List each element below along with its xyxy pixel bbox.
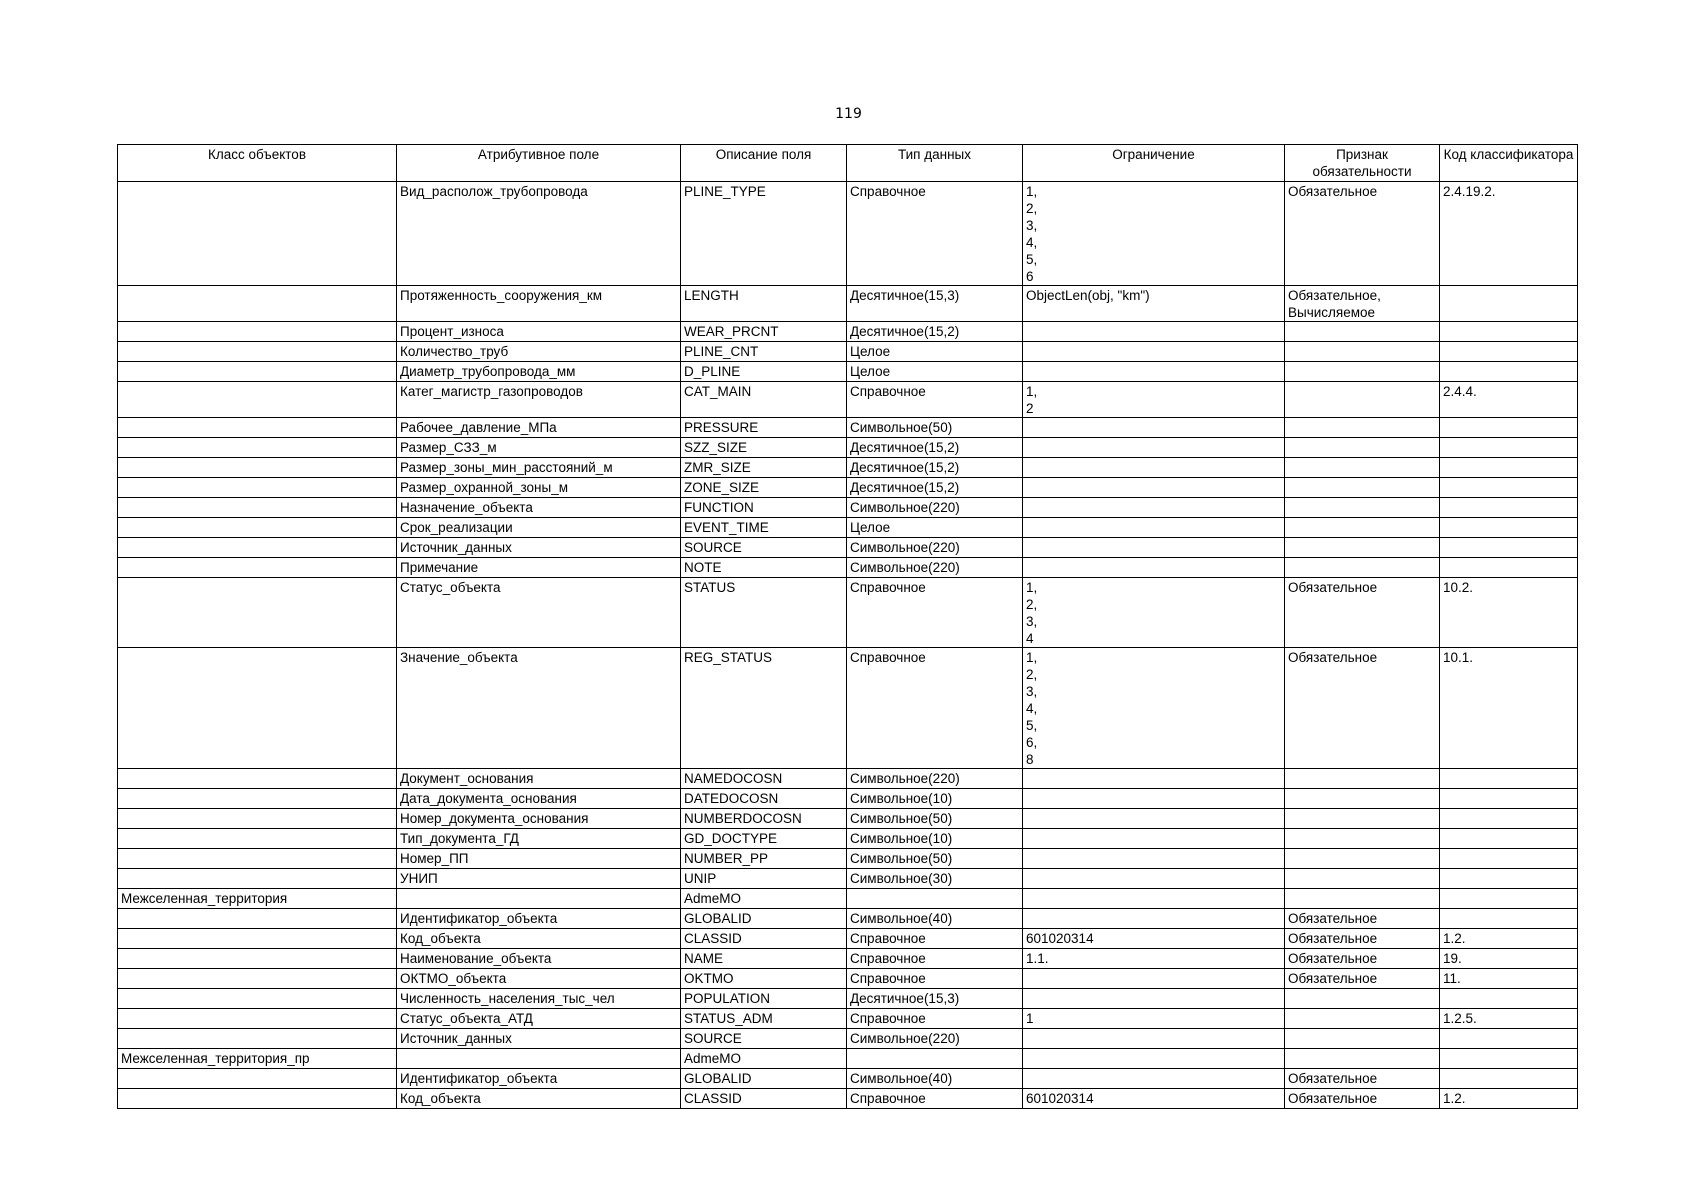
field-description-cell: DATEDOCOSN (681, 789, 847, 809)
attribute-field-cell: Наименование_объекта (397, 949, 681, 969)
attribute-field-cell (397, 1049, 681, 1069)
constraint-cell (1023, 1069, 1285, 1089)
field-description-cell: NAME (681, 949, 847, 969)
attribute-field-cell: Номер_ПП (397, 849, 681, 869)
constraint-cell (1023, 538, 1285, 558)
data-type-cell: Справочное (847, 182, 1023, 286)
data-type-cell: Символьное(50) (847, 849, 1023, 869)
data-type-cell: Целое (847, 518, 1023, 538)
constraint-cell: 1, 2, 3, 4, 5, 6, 8 (1023, 648, 1285, 769)
data-type-cell: Символьное(10) (847, 829, 1023, 849)
table-row (118, 362, 1578, 382)
data-type-cell: Символьное(220) (847, 769, 1023, 789)
attribute-field-cell: Документ_основания (397, 769, 681, 789)
constraint-cell: 601020314 (1023, 1089, 1285, 1109)
data-type-cell: Символьное(220) (847, 1029, 1023, 1049)
field-description-cell: NUMBERDOCOSN (681, 809, 847, 829)
classifier-code-cell (1440, 989, 1578, 1009)
data-type-cell (847, 1049, 1023, 1069)
constraint-cell (1023, 789, 1285, 809)
attribute-field-cell: Идентификатор_объекта (397, 909, 681, 929)
attribute-field-cell: Дата_документа_основания (397, 789, 681, 809)
classifier-code-cell (1440, 889, 1578, 909)
data-type-cell: Десятичное(15,3) (847, 286, 1023, 322)
mandatory-cell (1285, 1009, 1440, 1029)
classifier-code-cell (1440, 438, 1578, 458)
object-class-cell (118, 518, 397, 538)
classifier-code-cell (1440, 322, 1578, 342)
mandatory-cell (1285, 362, 1440, 382)
header-field-description: Описание поля (681, 145, 847, 182)
constraint-cell (1023, 809, 1285, 829)
field-description-cell: ZMR_SIZE (681, 458, 847, 478)
attribute-field-cell: Статус_объекта_АТД (397, 1009, 681, 1029)
data-type-cell: Символьное(40) (847, 1069, 1023, 1089)
field-description-cell: SOURCE (681, 538, 847, 558)
attribute-field-cell: Процент_износа (397, 322, 681, 342)
object-class-cell (118, 342, 397, 362)
classifier-code-cell (1440, 458, 1578, 478)
table-row (118, 478, 1578, 498)
data-type-cell: Символьное(50) (847, 418, 1023, 438)
object-class-cell (118, 382, 397, 418)
field-description-cell: SZZ_SIZE (681, 438, 847, 458)
mandatory-cell (1285, 518, 1440, 538)
mandatory-cell (1285, 829, 1440, 849)
field-description-cell: D_PLINE (681, 362, 847, 382)
header-attribute-field: Атрибутивное поле (397, 145, 681, 182)
table-row (118, 458, 1578, 478)
field-description-cell: PLINE_TYPE (681, 182, 847, 286)
mandatory-cell (1285, 558, 1440, 578)
table-row (118, 182, 1578, 286)
classifier-code-cell (1440, 342, 1578, 362)
data-type-cell: Символьное(220) (847, 498, 1023, 518)
classifier-code-cell: 19. (1440, 949, 1578, 969)
classifier-code-cell: 1.2.5. (1440, 1009, 1578, 1029)
object-class-cell (118, 989, 397, 1009)
classifier-code-cell (1440, 849, 1578, 869)
table-row (118, 1009, 1578, 1029)
attribute-field-cell: Численность_населения_тыс_чел (397, 989, 681, 1009)
table-row (118, 769, 1578, 789)
constraint-cell: 1, 2, 3, 4, 5, 6 (1023, 182, 1285, 286)
data-type-cell: Справочное (847, 969, 1023, 989)
object-class-cell (118, 909, 397, 929)
classifier-code-cell (1440, 518, 1578, 538)
data-type-cell: Символьное(30) (847, 869, 1023, 889)
constraint-cell (1023, 558, 1285, 578)
object-class-cell (118, 438, 397, 458)
mandatory-cell: Обязательное (1285, 182, 1440, 286)
field-description-cell: AdmeMO (681, 889, 847, 909)
table-row (118, 286, 1578, 322)
classifier-code-cell (1440, 909, 1578, 929)
table-row (118, 418, 1578, 438)
object-class-cell (118, 769, 397, 789)
constraint-cell (1023, 849, 1285, 869)
constraint-cell (1023, 322, 1285, 342)
attribute-field-cell (397, 889, 681, 909)
object-class-cell (118, 929, 397, 949)
table-row (118, 949, 1578, 969)
table-row (118, 382, 1578, 418)
mandatory-cell (1285, 989, 1440, 1009)
classifier-code-cell (1440, 769, 1578, 789)
data-type-cell: Справочное (847, 578, 1023, 648)
mandatory-cell (1285, 769, 1440, 789)
classifier-code-cell (1440, 478, 1578, 498)
field-description-cell: CLASSID (681, 1089, 847, 1109)
classifier-code-cell: 10.2. (1440, 578, 1578, 648)
mandatory-cell (1285, 498, 1440, 518)
constraint-cell (1023, 1049, 1285, 1069)
field-description-cell: OKTMO (681, 969, 847, 989)
classifier-code-cell (1440, 498, 1578, 518)
mandatory-cell (1285, 478, 1440, 498)
object-class-cell (118, 809, 397, 829)
classifier-code-cell (1440, 1069, 1578, 1089)
mandatory-cell (1285, 789, 1440, 809)
header-classifier-code: Код классификатора (1440, 145, 1578, 182)
table-row (118, 1069, 1578, 1089)
table-row (118, 648, 1578, 769)
field-description-cell: PRESSURE (681, 418, 847, 438)
attribute-field-cell: Источник_данных (397, 538, 681, 558)
constraint-cell (1023, 498, 1285, 518)
field-description-cell: NUMBER_PP (681, 849, 847, 869)
field-description-cell: GLOBALID (681, 909, 847, 929)
attribute-field-cell: Тип_документа_ГД (397, 829, 681, 849)
mandatory-cell: Обязательное (1285, 929, 1440, 949)
mandatory-cell (1285, 538, 1440, 558)
table-row (118, 869, 1578, 889)
constraint-cell (1023, 909, 1285, 929)
table-row (118, 518, 1578, 538)
attribute-field-cell: Размер_охранной_зоны_м (397, 478, 681, 498)
field-description-cell: PLINE_CNT (681, 342, 847, 362)
data-type-cell: Справочное (847, 929, 1023, 949)
object-class-cell (118, 789, 397, 809)
mandatory-cell (1285, 1049, 1440, 1069)
object-class-cell (118, 849, 397, 869)
table-row (118, 789, 1578, 809)
table-row (118, 322, 1578, 342)
mandatory-cell (1285, 889, 1440, 909)
mandatory-cell: Обязательное (1285, 648, 1440, 769)
data-type-cell: Десятичное(15,2) (847, 322, 1023, 342)
classifier-code-cell (1440, 789, 1578, 809)
object-class-cell (118, 869, 397, 889)
classifier-code-cell (1440, 286, 1578, 322)
constraint-cell (1023, 829, 1285, 849)
constraint-cell: 601020314 (1023, 929, 1285, 949)
mandatory-cell: Обязательное (1285, 1069, 1440, 1089)
mandatory-cell (1285, 869, 1440, 889)
table-row (118, 909, 1578, 929)
field-description-cell: SOURCE (681, 1029, 847, 1049)
attribute-field-cell: ОКТМО_объекта (397, 969, 681, 989)
data-type-cell: Десятичное(15,2) (847, 478, 1023, 498)
attribute-field-cell: Источник_данных (397, 1029, 681, 1049)
data-type-cell: Справочное (847, 648, 1023, 769)
object-class-cell (118, 286, 397, 322)
object-class-cell (118, 478, 397, 498)
field-description-cell: NAMEDOCOSN (681, 769, 847, 789)
classifier-code-cell (1440, 418, 1578, 438)
constraint-cell (1023, 989, 1285, 1009)
object-class-cell (118, 949, 397, 969)
attribute-field-cell: Вид_располож_трубопровода (397, 182, 681, 286)
object-class-cell (118, 538, 397, 558)
constraint-cell (1023, 418, 1285, 438)
constraint-cell (1023, 969, 1285, 989)
table-row (118, 1029, 1578, 1049)
object-class-cell (118, 969, 397, 989)
mandatory-cell (1285, 342, 1440, 362)
classifier-code-cell: 1.2. (1440, 1089, 1578, 1109)
attribute-field-cell: Рабочее_давление_МПа (397, 418, 681, 438)
object-class-cell (118, 558, 397, 578)
header-data-type: Тип данных (847, 145, 1023, 182)
object-class-cell (118, 1009, 397, 1029)
constraint-cell: 1, 2, 3, 4 (1023, 578, 1285, 648)
constraint-cell: 1 (1023, 1009, 1285, 1029)
table-body (118, 182, 1578, 1109)
classifier-code-cell: 1.2. (1440, 929, 1578, 949)
attribute-field-cell: Размер_зоны_мин_расстояний_м (397, 458, 681, 478)
data-type-cell: Символьное(40) (847, 909, 1023, 929)
table-row (118, 969, 1578, 989)
data-type-cell: Справочное (847, 1089, 1023, 1109)
data-type-cell: Справочное (847, 382, 1023, 418)
table-header-row (118, 145, 1578, 182)
table-row (118, 578, 1578, 648)
field-description-cell: UNIP (681, 869, 847, 889)
mandatory-cell (1285, 322, 1440, 342)
attribute-field-cell: Статус_объекта (397, 578, 681, 648)
attribute-field-cell: Примечание (397, 558, 681, 578)
attribute-table (117, 144, 1578, 1109)
data-type-cell: Десятичное(15,3) (847, 989, 1023, 1009)
constraint-cell: ObjectLen(obj, "km") (1023, 286, 1285, 322)
table-row (118, 889, 1578, 909)
table-row (118, 829, 1578, 849)
attribute-field-cell: Размер_СЗЗ_м (397, 438, 681, 458)
table-row (118, 929, 1578, 949)
attribute-field-cell: Код_объекта (397, 1089, 681, 1109)
constraint-cell (1023, 1029, 1285, 1049)
object-class-cell (118, 322, 397, 342)
classifier-code-cell (1440, 1049, 1578, 1069)
mandatory-cell (1285, 1029, 1440, 1049)
table-row (118, 342, 1578, 362)
attribute-field-cell: Назначение_объекта (397, 498, 681, 518)
object-class-cell (118, 829, 397, 849)
attribute-field-cell: Протяженность_сооружения_км (397, 286, 681, 322)
classifier-code-cell: 2.4.19.2. (1440, 182, 1578, 286)
attribute-field-cell: Срок_реализации (397, 518, 681, 538)
classifier-code-cell: 2.4.4. (1440, 382, 1578, 418)
constraint-cell (1023, 478, 1285, 498)
attribute-field-cell: УНИП (397, 869, 681, 889)
constraint-cell: 1.1. (1023, 949, 1285, 969)
data-type-cell: Справочное (847, 1009, 1023, 1029)
mandatory-cell (1285, 458, 1440, 478)
header-object-class: Класс объектов (118, 145, 397, 182)
field-description-cell: STATUS (681, 578, 847, 648)
mandatory-cell (1285, 809, 1440, 829)
data-type-cell: Десятичное(15,2) (847, 458, 1023, 478)
constraint-cell (1023, 438, 1285, 458)
data-type-cell: Символьное(220) (847, 558, 1023, 578)
mandatory-cell: Обязательное (1285, 578, 1440, 648)
mandatory-cell: Обязательное (1285, 909, 1440, 929)
mandatory-cell (1285, 438, 1440, 458)
classifier-code-cell (1440, 362, 1578, 382)
classifier-code-cell: 11. (1440, 969, 1578, 989)
table-row (118, 558, 1578, 578)
table-row (118, 538, 1578, 558)
field-description-cell: AdmeMO (681, 1049, 847, 1069)
constraint-cell (1023, 362, 1285, 382)
field-description-cell: GLOBALID (681, 1069, 847, 1089)
object-class-cell (118, 1089, 397, 1109)
classifier-code-cell (1440, 869, 1578, 889)
object-class-cell (118, 578, 397, 648)
field-description-cell: STATUS_ADM (681, 1009, 847, 1029)
constraint-cell (1023, 518, 1285, 538)
table-row (118, 498, 1578, 518)
constraint-cell: 1, 2 (1023, 382, 1285, 418)
table-row (118, 849, 1578, 869)
attribute-field-cell: Катег_магистр_газопроводов (397, 382, 681, 418)
field-description-cell: POPULATION (681, 989, 847, 1009)
mandatory-cell: Обязательное (1285, 1089, 1440, 1109)
constraint-cell (1023, 342, 1285, 362)
mandatory-cell: Обязательное (1285, 969, 1440, 989)
table-row (118, 1049, 1578, 1069)
header-constraint: Ограничение (1023, 145, 1285, 182)
classifier-code-cell (1440, 809, 1578, 829)
mandatory-cell: Обязательное, Вычисляемое (1285, 286, 1440, 322)
field-description-cell: LENGTH (681, 286, 847, 322)
data-type-cell: Символьное(50) (847, 809, 1023, 829)
data-type-cell: Целое (847, 362, 1023, 382)
object-class-cell (118, 418, 397, 438)
mandatory-cell (1285, 849, 1440, 869)
field-description-cell: REG_STATUS (681, 648, 847, 769)
object-class-cell (118, 1029, 397, 1049)
table-row (118, 438, 1578, 458)
constraint-cell (1023, 889, 1285, 909)
field-description-cell: NOTE (681, 558, 847, 578)
classifier-code-cell (1440, 1029, 1578, 1049)
data-type-cell: Справочное (847, 949, 1023, 969)
mandatory-cell: Обязательное (1285, 949, 1440, 969)
object-class-cell (118, 648, 397, 769)
object-class-cell (118, 1069, 397, 1089)
table-row (118, 809, 1578, 829)
field-description-cell: EVENT_TIME (681, 518, 847, 538)
data-type-cell (847, 889, 1023, 909)
attribute-field-cell: Идентификатор_объекта (397, 1069, 681, 1089)
attribute-field-cell: Диаметр_трубопровода_мм (397, 362, 681, 382)
object-class-cell: Межселенная_территория_пр (118, 1049, 397, 1069)
attribute-field-cell: Код_объекта (397, 929, 681, 949)
field-description-cell: WEAR_PRCNT (681, 322, 847, 342)
mandatory-cell (1285, 418, 1440, 438)
field-description-cell: FUNCTION (681, 498, 847, 518)
field-description-cell: CAT_MAIN (681, 382, 847, 418)
attribute-field-cell: Количество_труб (397, 342, 681, 362)
data-type-cell: Целое (847, 342, 1023, 362)
attribute-field-cell: Значение_объекта (397, 648, 681, 769)
constraint-cell (1023, 869, 1285, 889)
object-class-cell (118, 182, 397, 286)
field-description-cell: ZONE_SIZE (681, 478, 847, 498)
data-type-cell: Десятичное(15,2) (847, 438, 1023, 458)
classifier-code-cell (1440, 558, 1578, 578)
field-description-cell: GD_DOCTYPE (681, 829, 847, 849)
mandatory-cell (1285, 382, 1440, 418)
field-description-cell: CLASSID (681, 929, 847, 949)
table-row (118, 1089, 1578, 1109)
object-class-cell: Межселенная_территория (118, 889, 397, 909)
table-row (118, 989, 1578, 1009)
object-class-cell (118, 458, 397, 478)
classifier-code-cell (1440, 538, 1578, 558)
data-type-cell: Символьное(220) (847, 538, 1023, 558)
classifier-code-cell: 10.1. (1440, 648, 1578, 769)
page-number: 119 (835, 106, 862, 122)
object-class-cell (118, 362, 397, 382)
header-mandatory: Признак обязательности (1285, 145, 1440, 182)
attribute-field-cell: Номер_документа_основания (397, 809, 681, 829)
constraint-cell (1023, 458, 1285, 478)
object-class-cell (118, 498, 397, 518)
classifier-code-cell (1440, 829, 1578, 849)
constraint-cell (1023, 769, 1285, 789)
data-type-cell: Символьное(10) (847, 789, 1023, 809)
